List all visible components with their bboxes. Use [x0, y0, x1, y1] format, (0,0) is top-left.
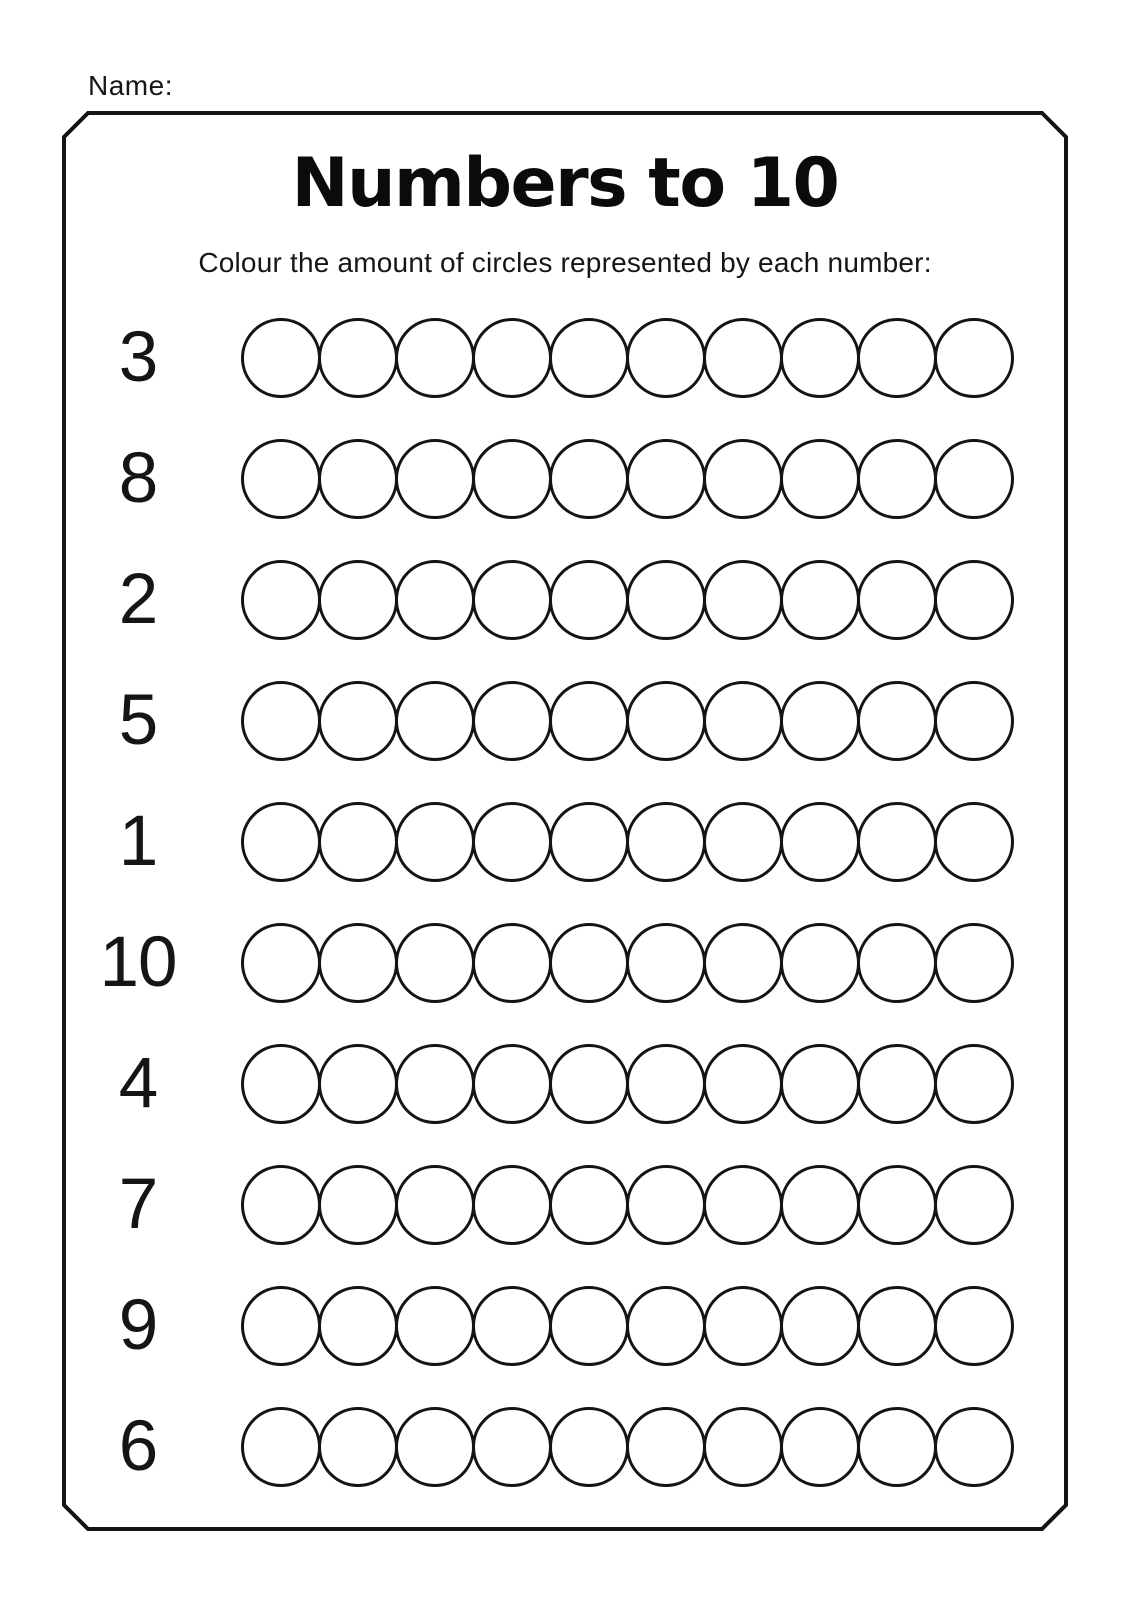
row-number: 7: [118, 1165, 158, 1244]
colour-circle[interactable]: [780, 1286, 860, 1366]
row-number: 1: [118, 802, 158, 881]
colour-circle[interactable]: [934, 681, 1014, 761]
circle-row: [241, 1407, 1011, 1487]
worksheet-row: [78, 318, 1078, 398]
circle-row: [241, 560, 1011, 640]
row-number: 8: [118, 439, 158, 518]
page-title: Numbers to 10: [291, 144, 839, 223]
colour-circle[interactable]: [626, 923, 706, 1003]
colour-circle[interactable]: [857, 439, 937, 519]
colour-circle[interactable]: [472, 318, 552, 398]
colour-circle[interactable]: [549, 681, 629, 761]
circle-row: [241, 802, 1011, 882]
colour-circle[interactable]: [857, 560, 937, 640]
colour-circle[interactable]: [472, 681, 552, 761]
colour-circle[interactable]: [241, 1165, 321, 1245]
colour-circle[interactable]: [395, 802, 475, 882]
row-number: 3: [118, 318, 158, 397]
row-number: 6: [118, 1407, 158, 1486]
colour-circle[interactable]: [703, 318, 783, 398]
colour-circle[interactable]: [780, 802, 860, 882]
colour-circle[interactable]: [703, 439, 783, 519]
colour-circle[interactable]: [626, 802, 706, 882]
colour-circle[interactable]: [549, 1165, 629, 1245]
colour-circle[interactable]: [549, 318, 629, 398]
colour-circle[interactable]: [318, 1407, 398, 1487]
colour-circle[interactable]: [703, 923, 783, 1003]
colour-circle[interactable]: [472, 560, 552, 640]
colour-circle[interactable]: [472, 923, 552, 1003]
colour-circle[interactable]: [318, 318, 398, 398]
colour-circle[interactable]: [780, 1165, 860, 1245]
worksheet-row: [78, 560, 1078, 640]
colour-circle[interactable]: [241, 802, 321, 882]
colour-circle[interactable]: [318, 560, 398, 640]
colour-circle[interactable]: [472, 1286, 552, 1366]
colour-circle[interactable]: [395, 1286, 475, 1366]
circle-row: [241, 1044, 1011, 1124]
colour-circle[interactable]: [626, 1165, 706, 1245]
colour-circle[interactable]: [857, 318, 937, 398]
colour-circle[interactable]: [934, 923, 1014, 1003]
colour-circle[interactable]: [857, 1044, 937, 1124]
circle-row: [241, 923, 1011, 1003]
colour-circle[interactable]: [241, 560, 321, 640]
colour-circle[interactable]: [626, 318, 706, 398]
worksheet-row: [78, 923, 1078, 1003]
instruction-text: Colour the amount of circles represented by each number:: [198, 247, 932, 278]
colour-circle[interactable]: [857, 681, 937, 761]
colour-circle[interactable]: [703, 681, 783, 761]
colour-circle[interactable]: [703, 1044, 783, 1124]
circle-row: [241, 1165, 1011, 1245]
row-number: 2: [118, 560, 158, 639]
colour-circle[interactable]: [395, 1407, 475, 1487]
colour-circle[interactable]: [780, 318, 860, 398]
colour-circle[interactable]: [241, 439, 321, 519]
colour-circle[interactable]: [857, 1286, 937, 1366]
colour-circle[interactable]: [780, 439, 860, 519]
colour-circle[interactable]: [395, 1044, 475, 1124]
row-number: 10: [99, 923, 177, 1002]
colour-circle[interactable]: [549, 1044, 629, 1124]
colour-circle[interactable]: [857, 802, 937, 882]
colour-circle[interactable]: [934, 439, 1014, 519]
colour-circle[interactable]: [241, 318, 321, 398]
worksheet-row: [78, 681, 1078, 761]
colour-circle[interactable]: [626, 560, 706, 640]
colour-circle[interactable]: [549, 1407, 629, 1487]
worksheet-row: [78, 1286, 1078, 1366]
colour-circle[interactable]: [318, 439, 398, 519]
colour-circle[interactable]: [472, 1044, 552, 1124]
colour-circle[interactable]: [626, 681, 706, 761]
colour-circle[interactable]: [395, 560, 475, 640]
colour-circle[interactable]: [780, 1044, 860, 1124]
colour-circle[interactable]: [857, 923, 937, 1003]
colour-circle[interactable]: [241, 1044, 321, 1124]
worksheet-row: [78, 1407, 1078, 1487]
colour-circle[interactable]: [549, 560, 629, 640]
worksheet-row: [78, 439, 1078, 519]
colour-circle[interactable]: [472, 1165, 552, 1245]
worksheet-row: [78, 802, 1078, 882]
name-label: Name:: [88, 70, 173, 101]
colour-circle[interactable]: [626, 439, 706, 519]
circle-row: [241, 1286, 1011, 1366]
row-number: 9: [118, 1286, 158, 1365]
colour-circle[interactable]: [318, 802, 398, 882]
colour-circle[interactable]: [395, 1165, 475, 1245]
colour-circle[interactable]: [934, 802, 1014, 882]
colour-circle[interactable]: [472, 439, 552, 519]
colour-circle[interactable]: [934, 318, 1014, 398]
colour-circle[interactable]: [703, 560, 783, 640]
colour-circle[interactable]: [626, 1407, 706, 1487]
colour-circle[interactable]: [318, 1165, 398, 1245]
colour-circle[interactable]: [780, 1407, 860, 1487]
colour-circle[interactable]: [626, 1286, 706, 1366]
row-number: 4: [118, 1044, 158, 1123]
colour-circle[interactable]: [549, 802, 629, 882]
colour-circle[interactable]: [395, 681, 475, 761]
colour-circle[interactable]: [549, 1286, 629, 1366]
circle-row: [241, 318, 1011, 398]
colour-circle[interactable]: [318, 1286, 398, 1366]
colour-circle[interactable]: [549, 923, 629, 1003]
colour-circle[interactable]: [857, 1407, 937, 1487]
circle-row: [241, 439, 1011, 519]
colour-circle[interactable]: [241, 681, 321, 761]
colour-circle[interactable]: [780, 560, 860, 640]
colour-circle[interactable]: [241, 1407, 321, 1487]
colour-circle[interactable]: [318, 681, 398, 761]
colour-circle[interactable]: [703, 802, 783, 882]
colour-circle[interactable]: [241, 1286, 321, 1366]
colour-circle[interactable]: [703, 1165, 783, 1245]
colour-circle[interactable]: [703, 1407, 783, 1487]
colour-circle[interactable]: [934, 560, 1014, 640]
colour-circle[interactable]: [626, 1044, 706, 1124]
rows: [78, 318, 1078, 1528]
colour-circle[interactable]: [395, 318, 475, 398]
colour-circle[interactable]: [318, 1044, 398, 1124]
colour-circle[interactable]: [934, 1407, 1014, 1487]
colour-circle[interactable]: [395, 439, 475, 519]
colour-circle[interactable]: [780, 923, 860, 1003]
colour-circle[interactable]: [472, 802, 552, 882]
colour-circle[interactable]: [549, 439, 629, 519]
colour-circle[interactable]: [780, 681, 860, 761]
circle-row: [241, 681, 1011, 761]
colour-circle[interactable]: [472, 1407, 552, 1487]
row-number: 5: [118, 681, 158, 760]
colour-circle[interactable]: [934, 1165, 1014, 1245]
colour-circle[interactable]: [934, 1044, 1014, 1124]
colour-circle[interactable]: [395, 923, 475, 1003]
worksheet-row: [78, 1165, 1078, 1245]
worksheet-row: [78, 1044, 1078, 1124]
colour-circle[interactable]: [241, 923, 321, 1003]
colour-circle[interactable]: [857, 1165, 937, 1245]
colour-circle[interactable]: [318, 923, 398, 1003]
colour-circle[interactable]: [934, 1286, 1014, 1366]
colour-circle[interactable]: [703, 1286, 783, 1366]
